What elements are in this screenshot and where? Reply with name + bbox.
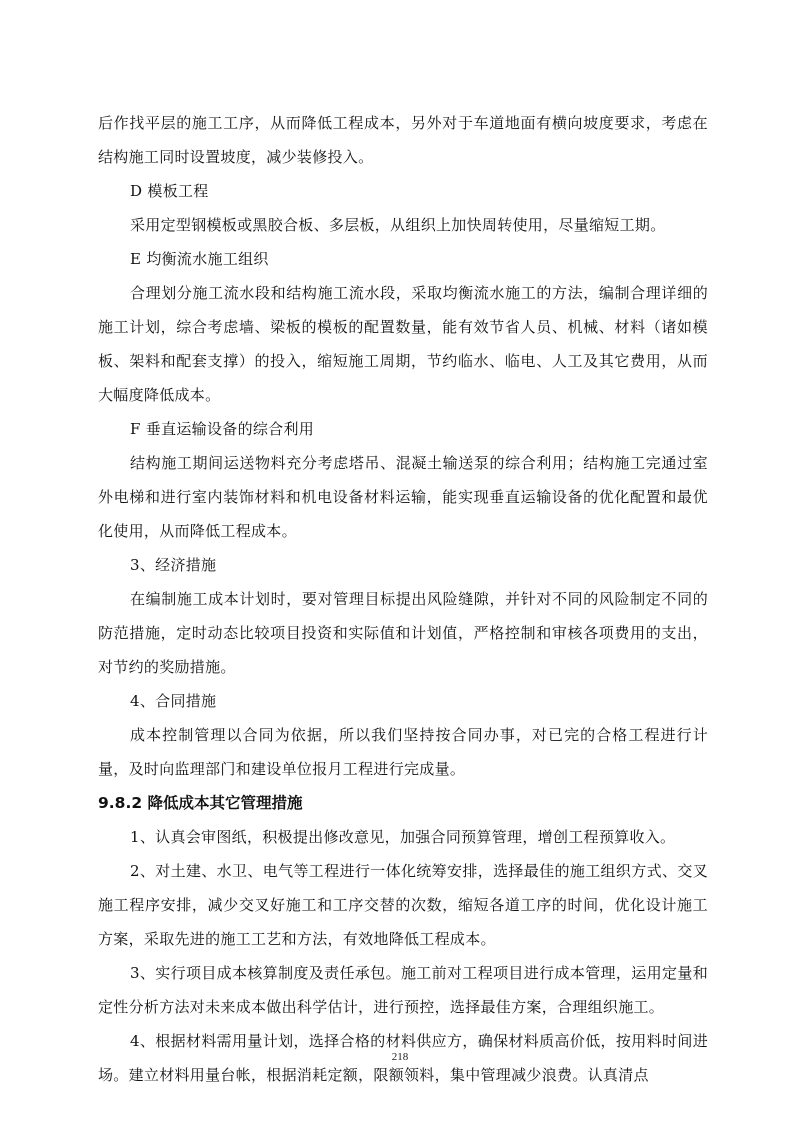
section-item-4: 4、根据材料需用量计划，选择合格的材料供应方，确保材料质高价低，按用料时间进场。建立材料用量台帐，根据消耗定额，限额领料，集中管理减少浪费。认真清点 xyxy=(98,1032,708,1084)
paragraph-contract-measures: 成本控制管理以合同为依据，所以我们坚持按合同办事，对已完的合格工程进行计量，及时向监理部门和建设单位报月工程进行完成量。 xyxy=(98,726,708,778)
paragraph-balanced-flow: 合理划分施工流水段和结构施工流水段，采取均衡流水施工的方法，编制合理详细的施工计划，综合考虑墙、梁板的模板的配置数量，能有效节省人员、机械、材料（诸如模板、架料和配套支撑）的投入，缩短施工周期，节约临水、临电、人工及其它费用，从而大幅度降低成本。 xyxy=(98,284,708,404)
subheading-economic-measures: 3、经济措施 xyxy=(130,556,217,574)
body-text xyxy=(98,106,708,1092)
subheading-contract-measures: 4、合同措施 xyxy=(130,692,217,710)
subheading-balanced-flow: E 均衡流水施工组织 xyxy=(130,250,269,268)
section-heading: 9.8.2 降低成本其它管理措施 xyxy=(98,794,303,812)
subheading-formwork: D 模板工程 xyxy=(130,182,209,200)
paragraph-formwork: 采用定型钢模板或黑胶合板、多层板，从组织上加快周转使用，尽量缩短工期。 xyxy=(130,216,666,234)
paragraph-continued: 后作找平层的施工工序，从而降低工程成本，另外对于车道地面有横向坡度要求，考虑在结构施工同时设置坡度，减少装修投入。 xyxy=(98,114,708,166)
section-item-1: 1、认真会审图纸，积极提出修改意见，加强合同预算管理，增创工程预算收入。 xyxy=(130,828,676,846)
section-item-2: 2、对土建、水卫、电气等工程进行一体化统筹安排，选择最佳的施工组织方式、交叉施工程序安排，减少交叉好施工和工序交替的次数，缩短各道工序的时间，优化设计施工方案，采取先进的施工工艺和方法，有效地降低工程成本。 xyxy=(98,862,708,948)
subheading-vertical-transport: F 垂直运输设备的综合利用 xyxy=(130,420,315,438)
page-number: 218 xyxy=(391,1051,409,1063)
paragraph-economic-measures: 在编制施工成本计划时，要对管理目标提出风险缝隙，并针对不同的风险制定不同的防范措施，定时动态比较项目投资和实际值和计划值，严格控制和审核各项费用的支出，对节约的奖励措施。 xyxy=(98,590,708,676)
section-item-3: 3、实行项目成本核算制度及责任承包。施工前对工程项目进行成本管理，运用定量和定性分析方法对未来成本做出科学估计，进行预控，选择最佳方案，合理组织施工。 xyxy=(98,964,708,1016)
paragraph-vertical-transport: 结构施工期间运送物料充分考虑塔吊、混凝土输送泵的综合利用；结构施工完通过室外电梯和进行室内装饰材料和机电设备材料运输，能实现垂直运输设备的优化配置和最优化使用，从而降低工程成本。 xyxy=(98,454,708,540)
